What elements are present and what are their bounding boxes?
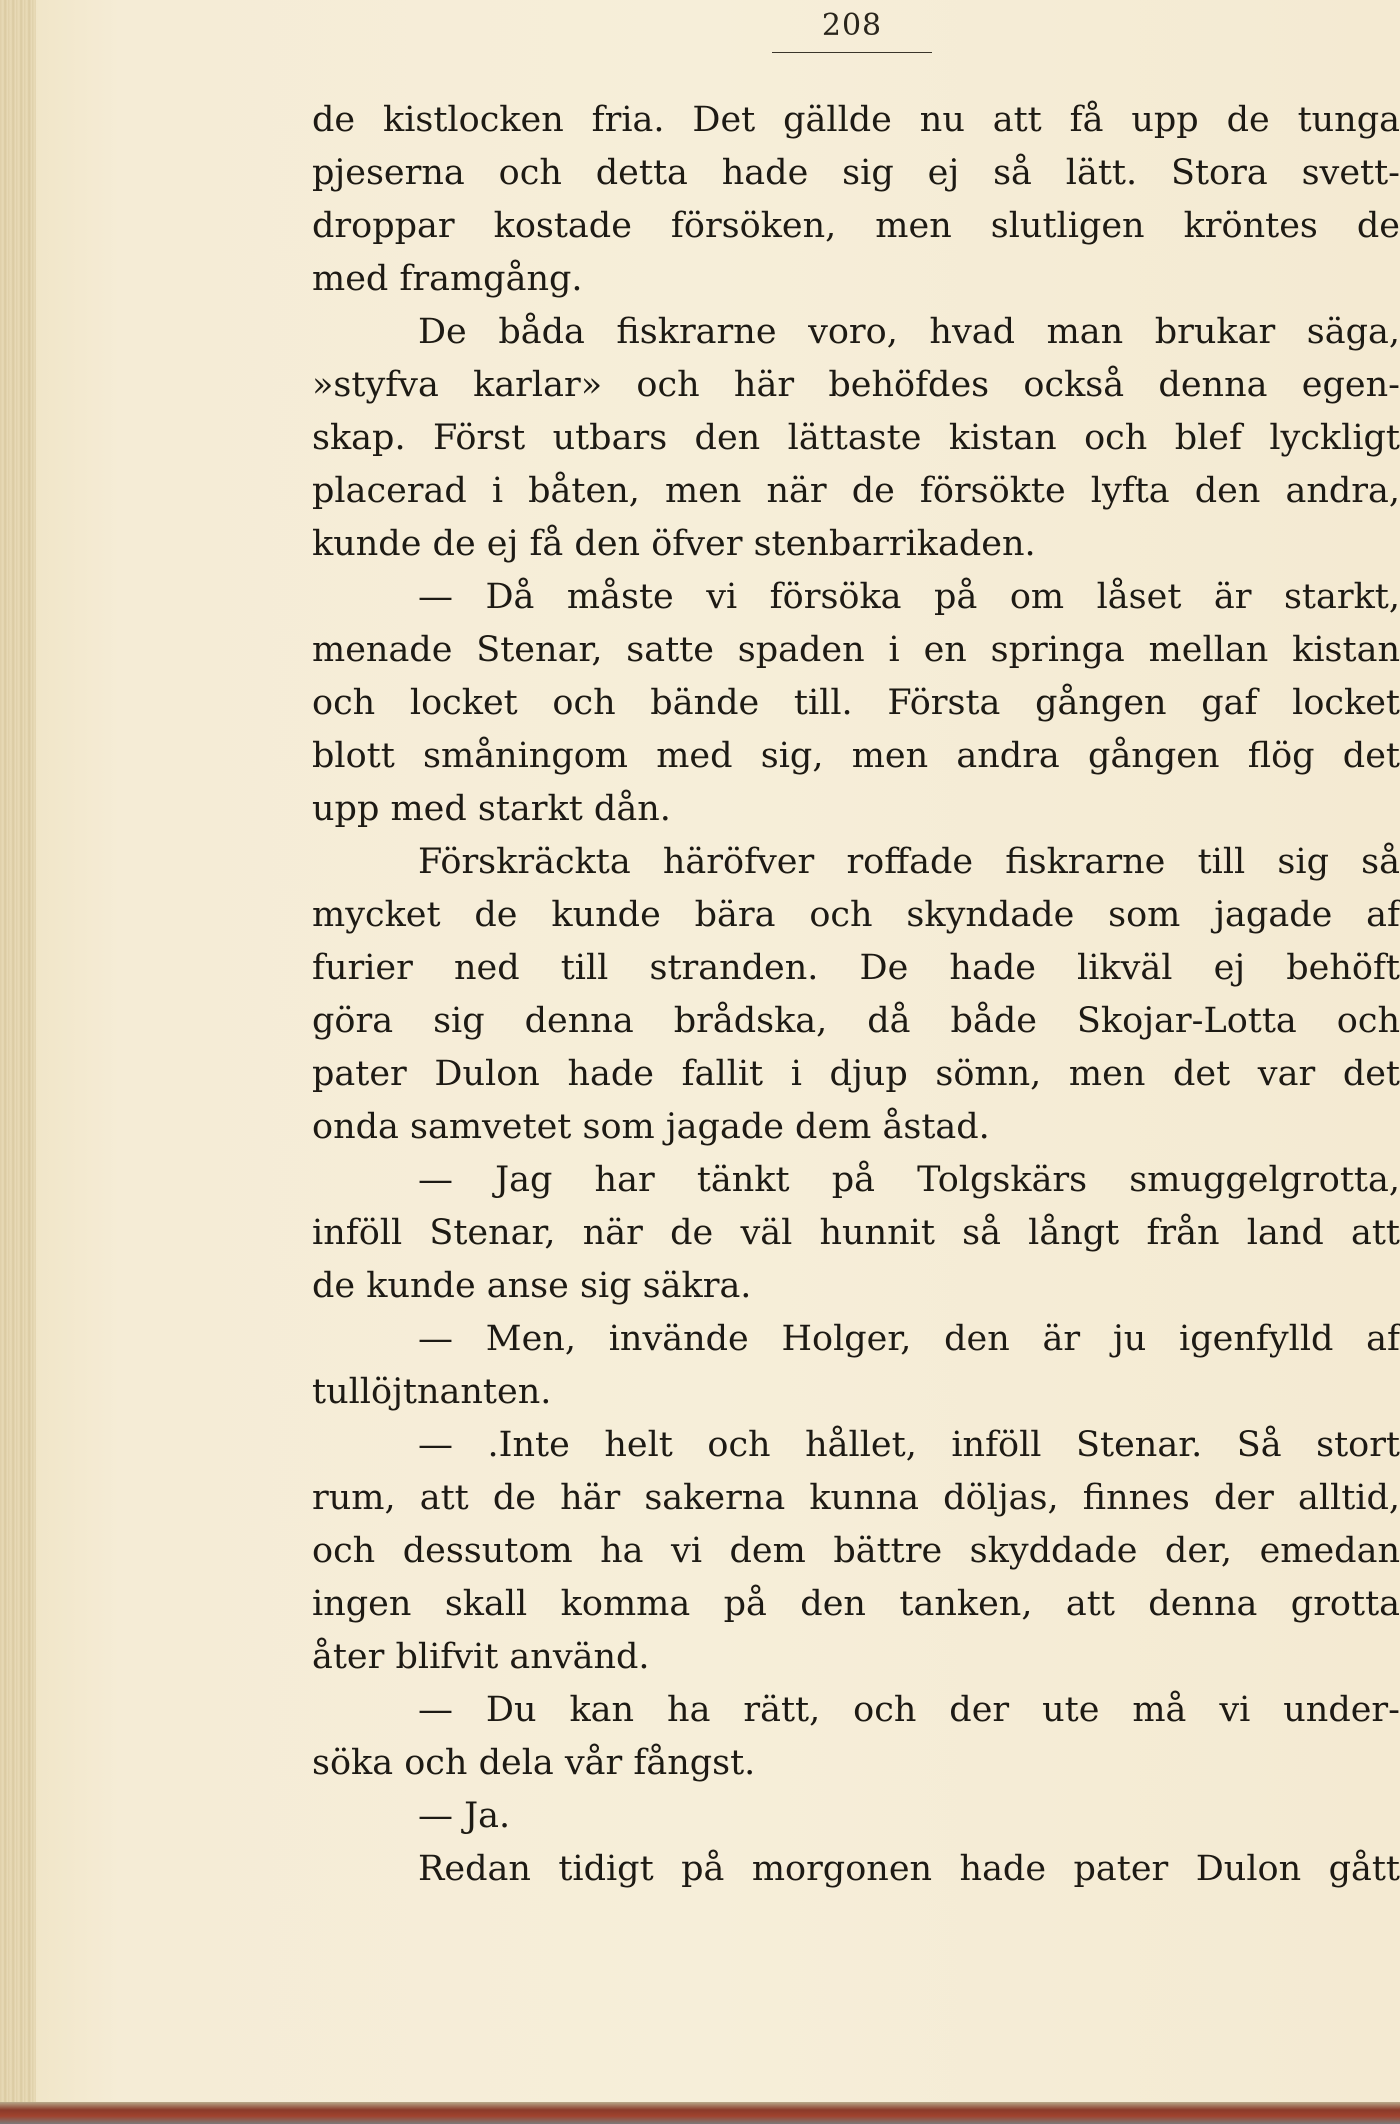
text-line: tullöjtnanten. bbox=[312, 1372, 552, 1412]
text-line: onda samvetet som jagade dem åstad. bbox=[312, 1107, 990, 1147]
text-line: göra sig denna brådska, då både Skojar-Lotta och bbox=[312, 1001, 1400, 1041]
text-line: pjeserna och detta hade sig ej så lätt. Stora svett- bbox=[312, 153, 1400, 193]
text-line: — Du kan ha rätt, och der ute må vi under- bbox=[418, 1690, 1400, 1730]
text-line: åter blifvit använd. bbox=[312, 1637, 650, 1677]
text-line: de kistlocken fria. Det gällde nu att få upp de tunga bbox=[312, 100, 1400, 140]
text-line: — Då måste vi försöka på om låset är starkt, bbox=[418, 577, 1400, 617]
text-line: och locket och bände till. Första gången gaf locket bbox=[312, 683, 1400, 723]
text-line: med framgång. bbox=[312, 259, 583, 299]
text-line: pater Dulon hade fallit i djup sömn, men det var det bbox=[312, 1054, 1400, 1094]
page-gutter-shadow bbox=[0, 0, 36, 2124]
text-line: kunde de ej få den öfver stenbarrikaden. bbox=[312, 524, 1036, 564]
text-line: Förskräckta häröfver roffade fiskrarne till sig så bbox=[418, 842, 1400, 882]
text-line: de kunde anse sig säkra. bbox=[312, 1266, 752, 1306]
text-line: — Ja. bbox=[418, 1796, 511, 1836]
text-line: Redan tidigt på morgonen hade pater Dulon gått bbox=[418, 1849, 1400, 1889]
text-line: De båda fiskrarne voro, hvad man brukar säga, bbox=[418, 312, 1400, 352]
text-line: ingen skall komma på den tanken, att denna grotta bbox=[312, 1584, 1400, 1624]
body-text bbox=[312, 94, 1400, 1896]
text-line: söka och dela vår fångst. bbox=[312, 1743, 756, 1783]
text-line: placerad i båten, men när de försökte lyfta den andra, bbox=[312, 471, 1400, 511]
page-number-rule bbox=[772, 52, 932, 53]
text-line: furier ned till stranden. De hade likväl ej behöft bbox=[312, 948, 1400, 988]
text-line: upp med starkt dån. bbox=[312, 789, 671, 829]
text-line: rum, att de här sakerna kunna döljas, finnes der alltid, bbox=[312, 1478, 1400, 1518]
text-line: menade Stenar, satte spaden i en springa mellan kistan bbox=[312, 630, 1400, 670]
page-number: 208 bbox=[821, 8, 883, 43]
text-line: »styfva karlar» och här behöfdes också denna egen- bbox=[312, 365, 1400, 405]
text-line: — Jag har tänkt på Tolgskärs smuggelgrotta, bbox=[418, 1160, 1400, 1200]
text-line: blott småningom med sig, men andra gången flög det bbox=[312, 736, 1400, 776]
book-bottom-edge bbox=[0, 2102, 1400, 2124]
text-line: inföll Stenar, när de väl hunnit så långt från land att bbox=[312, 1213, 1400, 1253]
text-line: mycket de kunde bära och skyndade som jagade af bbox=[312, 895, 1400, 935]
text-line: — .Inte helt och hållet, inföll Stenar. Så stort bbox=[418, 1425, 1400, 1465]
text-line: och dessutom ha vi dem bättre skyddade der, emedan bbox=[312, 1531, 1400, 1571]
text-line: droppar kostade försöken, men slutligen kröntes de bbox=[312, 206, 1400, 246]
text-line: skap. Först utbars den lättaste kistan och blef lyckligt bbox=[312, 418, 1400, 458]
text-line: — Men, invände Holger, den är ju igenfylld af bbox=[418, 1319, 1400, 1359]
